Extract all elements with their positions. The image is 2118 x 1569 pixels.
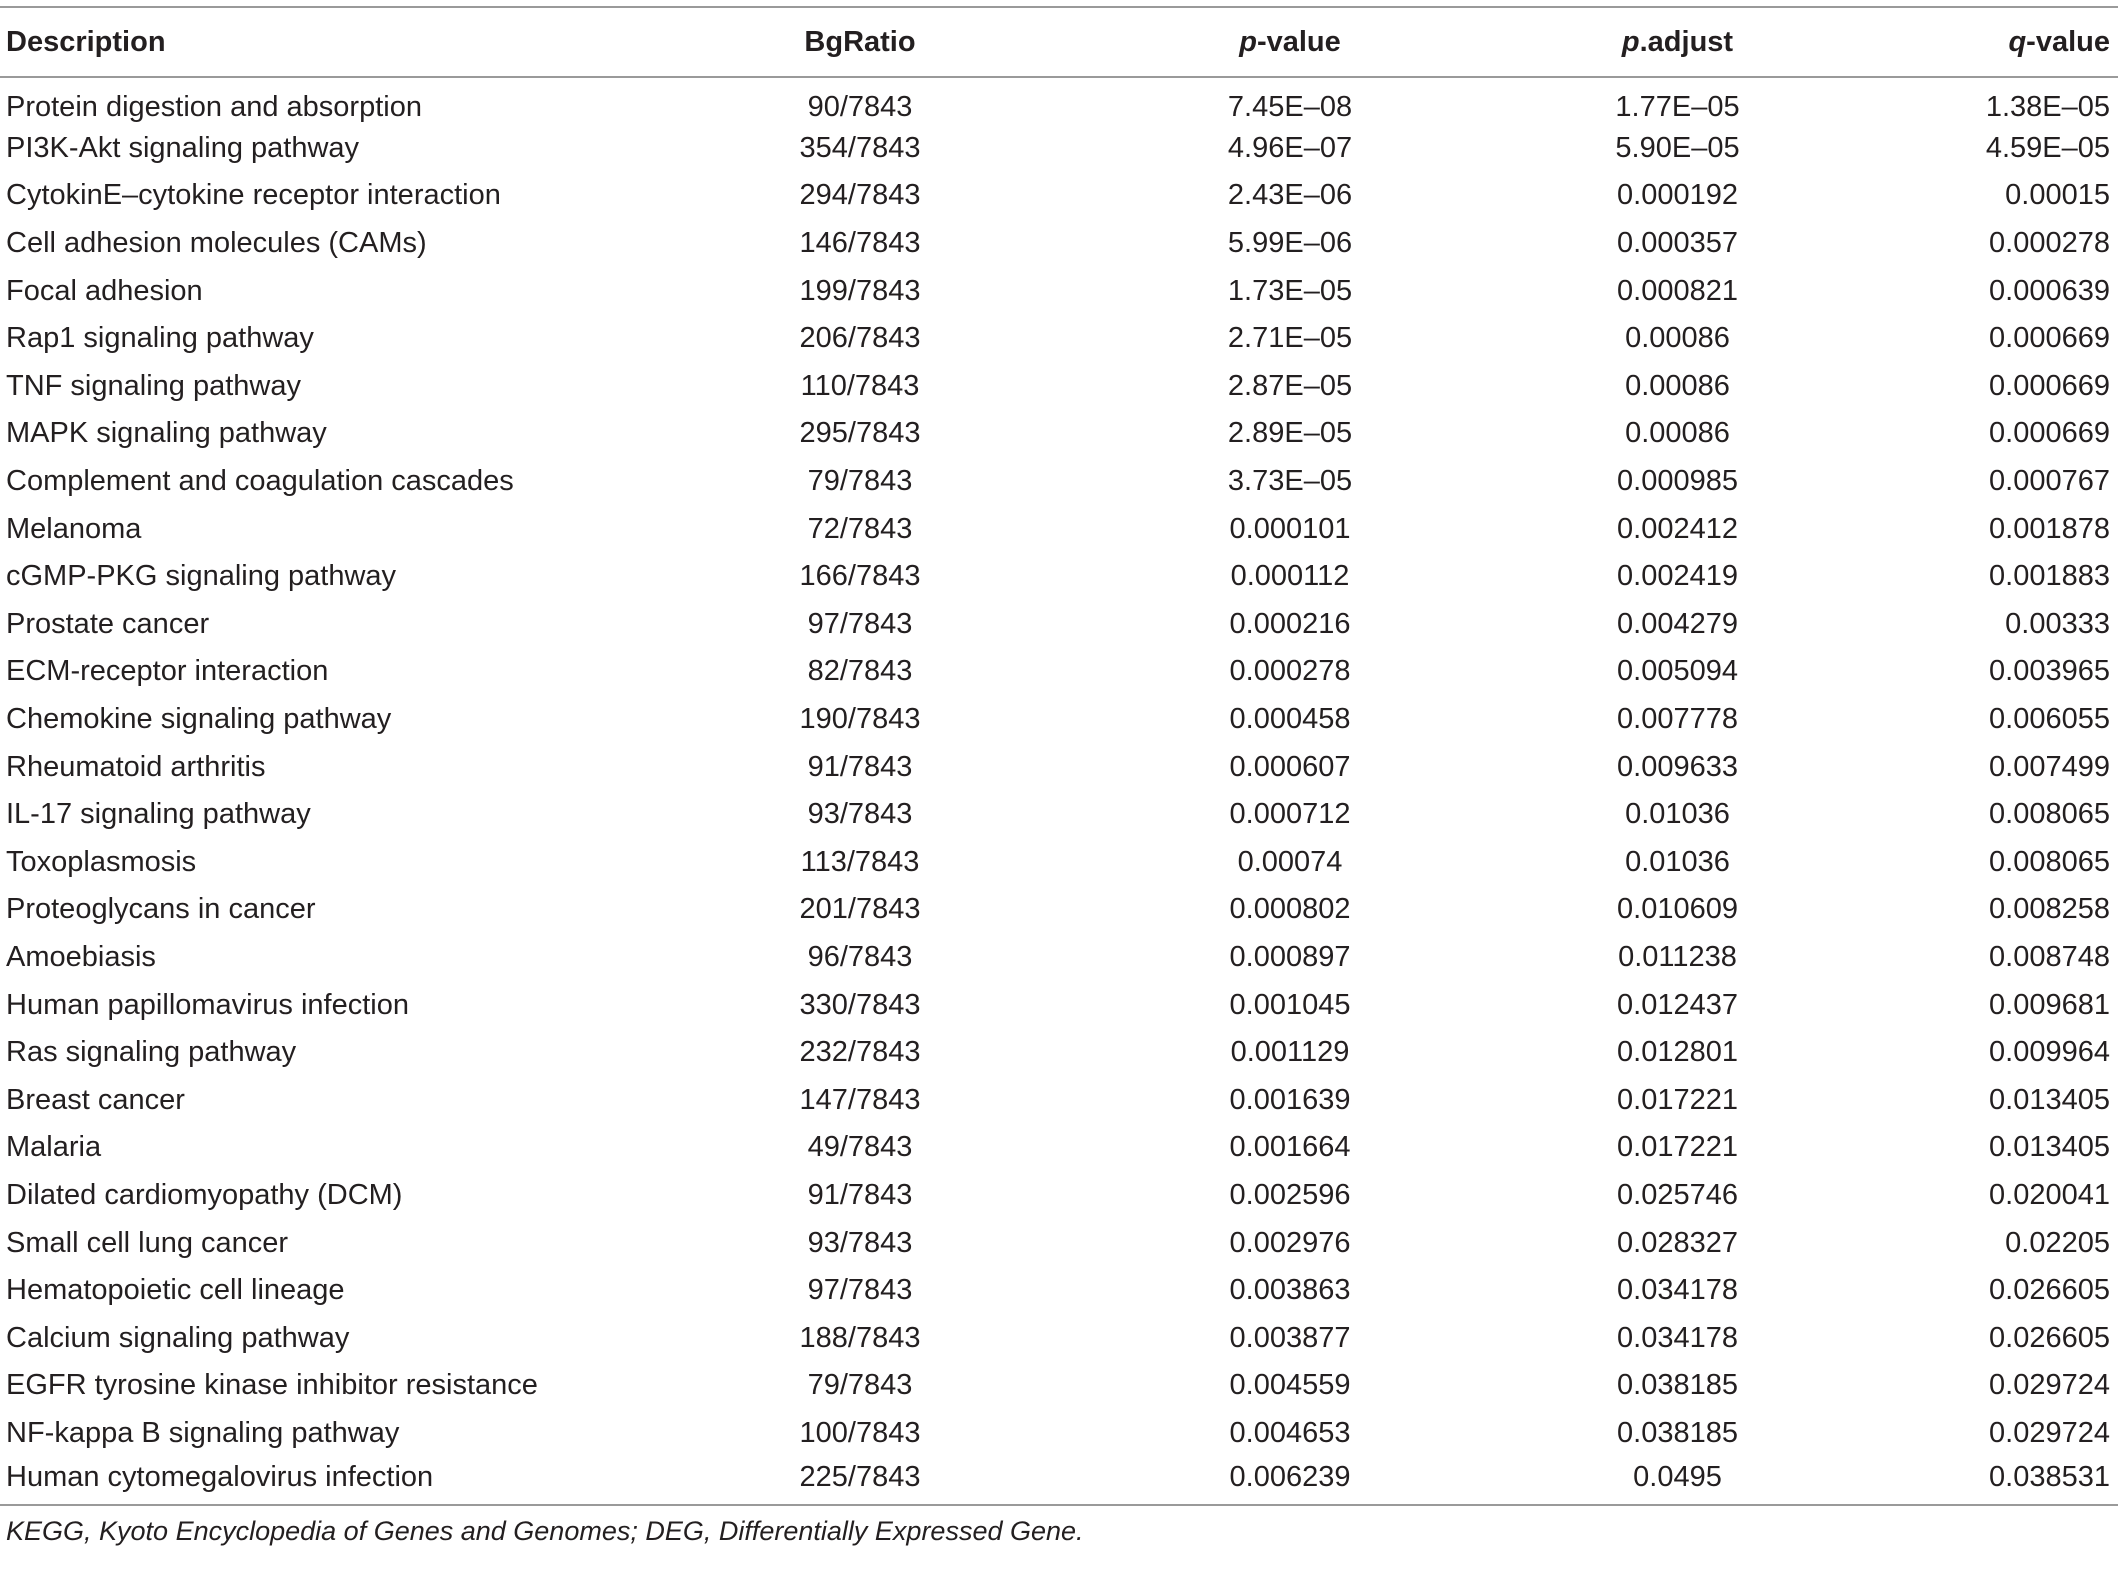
cell-padjust: 0.038185 bbox=[1617, 1416, 1738, 1449]
cell-pvalue: 2.89E–05 bbox=[1227, 417, 1353, 450]
cell-description: Rap1 signaling pathway bbox=[6, 322, 314, 355]
cell-padjust: 0.011238 bbox=[1618, 940, 1737, 973]
cell-pvalue: 0.00074 bbox=[1237, 845, 1343, 878]
cell-bgratio: 166/7843 bbox=[799, 560, 921, 593]
cell-bgratio: 79/7843 bbox=[807, 1369, 913, 1402]
cell-padjust: 0.007778 bbox=[1617, 703, 1738, 736]
cell-padjust: 0.002419 bbox=[1617, 560, 1738, 593]
cell-bgratio: 354/7843 bbox=[799, 131, 921, 164]
header-pvalue-rest: -value bbox=[1256, 25, 1341, 58]
table-row bbox=[0, 981, 2118, 1029]
cell-bgratio: 190/7843 bbox=[799, 703, 921, 736]
cell-bgratio: 91/7843 bbox=[807, 750, 913, 783]
header-padjust bbox=[1420, 7, 1805, 77]
cell-padjust: 0.009633 bbox=[1617, 750, 1738, 783]
cell-qvalue: 0.008258 bbox=[1989, 893, 2110, 926]
cell-description: cGMP-PKG signaling pathway bbox=[6, 560, 397, 593]
cell-pvalue: 4.96E–07 bbox=[1227, 131, 1353, 164]
cell-pvalue: 2.71E–05 bbox=[1227, 322, 1353, 355]
table-row bbox=[0, 505, 2118, 553]
cell-description: IL-17 signaling pathway bbox=[6, 798, 311, 831]
cell-qvalue: 0.013405 bbox=[1989, 1083, 2110, 1116]
cell-pvalue: 0.000607 bbox=[1229, 750, 1351, 783]
header-padjust-rest: .adjust bbox=[1639, 25, 1734, 58]
cell-qvalue: 0.020041 bbox=[1989, 1178, 2110, 1211]
cell-pvalue: 5.99E–06 bbox=[1227, 227, 1353, 260]
cell-padjust: 0.038185 bbox=[1617, 1369, 1738, 1402]
cell-bgratio: 295/7843 bbox=[799, 417, 921, 450]
kegg-enrichment-table bbox=[0, 6, 2118, 1547]
header-qvalue bbox=[1805, 7, 2118, 77]
cell-description: Cell adhesion molecules (CAMs) bbox=[6, 227, 427, 260]
cell-description: Amoebiasis bbox=[6, 940, 156, 973]
cell-bgratio: 113/7843 bbox=[800, 845, 920, 878]
cell-bgratio: 82/7843 bbox=[807, 655, 913, 688]
cell-description: EGFR tyrosine kinase inhibitor resistance bbox=[6, 1369, 538, 1402]
cell-bgratio: 90/7843 bbox=[807, 90, 913, 123]
cell-padjust: 0.005094 bbox=[1617, 655, 1738, 688]
cell-padjust: 0.012437 bbox=[1617, 988, 1738, 1021]
cell-pvalue: 0.002596 bbox=[1229, 1178, 1351, 1211]
cell-padjust: 0.002412 bbox=[1617, 512, 1738, 545]
cell-pvalue: 0.001129 bbox=[1230, 1036, 1350, 1069]
header-qvalue-rest: -value bbox=[2026, 25, 2110, 58]
table-row bbox=[0, 1267, 2118, 1315]
cell-padjust: 0.01036 bbox=[1625, 845, 1730, 878]
cell-description: Malaria bbox=[6, 1131, 102, 1164]
cell-pvalue: 0.002976 bbox=[1229, 1226, 1351, 1259]
cell-description: Human papillomavirus infection bbox=[6, 988, 409, 1021]
cell-padjust: 5.90E–05 bbox=[1615, 131, 1740, 164]
cell-padjust: 0.034178 bbox=[1617, 1274, 1738, 1307]
header-pvalue bbox=[1040, 7, 1420, 77]
table-row bbox=[0, 410, 2118, 458]
cell-padjust: 0.0495 bbox=[1633, 1461, 1722, 1494]
cell-padjust: 0.000985 bbox=[1617, 465, 1738, 498]
cell-qvalue: 0.000669 bbox=[1989, 417, 2110, 450]
cell-qvalue: 0.000669 bbox=[1989, 369, 2110, 402]
cell-description: Toxoplasmosis bbox=[6, 845, 197, 878]
cell-bgratio: 199/7843 bbox=[799, 274, 921, 307]
cell-padjust: 0.00086 bbox=[1625, 417, 1730, 450]
cell-qvalue: 0.026605 bbox=[1989, 1274, 2110, 1307]
cell-description: NF-kappa B signaling pathway bbox=[6, 1416, 400, 1449]
cell-bgratio: 232/7843 bbox=[799, 1036, 921, 1069]
cell-bgratio: 79/7843 bbox=[807, 465, 913, 498]
cell-description: Protein digestion and absorption bbox=[6, 90, 422, 123]
cell-padjust: 0.028327 bbox=[1617, 1226, 1738, 1259]
cell-description: Small cell lung cancer bbox=[6, 1226, 289, 1259]
cell-padjust: 0.00086 bbox=[1625, 369, 1730, 402]
cell-description: Dilated cardiomyopathy (DCM) bbox=[6, 1178, 403, 1211]
table-row bbox=[0, 1457, 2118, 1505]
cell-pvalue: 0.000458 bbox=[1229, 703, 1351, 736]
cell-padjust: 0.000192 bbox=[1617, 179, 1738, 212]
cell-qvalue: 0.000639 bbox=[1989, 274, 2110, 307]
cell-pvalue: 0.001664 bbox=[1229, 1131, 1351, 1164]
cell-pvalue: 0.003877 bbox=[1229, 1321, 1351, 1354]
cell-description: MAPK signaling pathway bbox=[6, 417, 327, 450]
table-row bbox=[0, 1314, 2118, 1362]
cell-pvalue: 0.001639 bbox=[1229, 1083, 1351, 1116]
table-row bbox=[0, 791, 2118, 839]
cell-description: Melanoma bbox=[6, 512, 142, 545]
cell-pvalue: 0.000278 bbox=[1229, 655, 1351, 688]
table-row bbox=[0, 1410, 2118, 1458]
cell-description: Breast cancer bbox=[6, 1083, 185, 1116]
cell-qvalue: 0.001878 bbox=[1989, 512, 2110, 545]
cell-qvalue: 0.029724 bbox=[1989, 1369, 2110, 1402]
table-row bbox=[0, 77, 2118, 125]
cell-bgratio: 72/7843 bbox=[807, 512, 913, 545]
table-row bbox=[0, 1219, 2118, 1267]
cell-pvalue: 0.003863 bbox=[1229, 1274, 1351, 1307]
table-row bbox=[0, 125, 2118, 173]
cell-bgratio: 146/7843 bbox=[799, 227, 921, 260]
cell-pvalue: 0.006239 bbox=[1229, 1461, 1351, 1494]
cell-pvalue: 3.73E–05 bbox=[1227, 465, 1353, 498]
cell-description: Chemokine signaling pathway bbox=[6, 703, 392, 736]
cell-pvalue: 0.000101 bbox=[1229, 512, 1351, 545]
table-row bbox=[0, 458, 2118, 506]
table-row bbox=[0, 1029, 2118, 1077]
cell-qvalue: 4.59E–05 bbox=[1985, 131, 2110, 164]
cell-description: Focal adhesion bbox=[6, 274, 203, 307]
cell-bgratio: 110/7843 bbox=[800, 369, 920, 402]
cell-qvalue: 0.008065 bbox=[1989, 845, 2110, 878]
cell-bgratio: 91/7843 bbox=[807, 1178, 913, 1211]
table-row bbox=[0, 220, 2118, 268]
cell-pvalue: 2.87E–05 bbox=[1227, 369, 1353, 402]
table-row bbox=[0, 172, 2118, 220]
table-row bbox=[0, 553, 2118, 601]
cell-pvalue: 0.000897 bbox=[1229, 940, 1351, 973]
cell-padjust: 0.017221 bbox=[1617, 1131, 1738, 1164]
cell-qvalue: 0.00333 bbox=[2005, 607, 2110, 640]
cell-padjust: 0.034178 bbox=[1617, 1321, 1738, 1354]
cell-bgratio: 96/7843 bbox=[807, 940, 913, 973]
cell-qvalue: 0.007499 bbox=[1989, 750, 2110, 783]
cell-description: PI3K-Akt signaling pathway bbox=[6, 131, 360, 164]
cell-bgratio: 93/7843 bbox=[807, 1226, 913, 1259]
table-row bbox=[0, 696, 2118, 744]
cell-padjust: 0.004279 bbox=[1617, 607, 1738, 640]
cell-qvalue: 0.013405 bbox=[1989, 1131, 2110, 1164]
cell-description: Proteoglycans in cancer bbox=[6, 893, 316, 926]
table-row bbox=[0, 934, 2118, 982]
cell-bgratio: 206/7843 bbox=[799, 322, 921, 355]
table-row bbox=[0, 648, 2118, 696]
cell-pvalue: 2.43E–06 bbox=[1227, 179, 1353, 212]
cell-qvalue: 0.006055 bbox=[1989, 703, 2110, 736]
cell-bgratio: 188/7843 bbox=[799, 1321, 921, 1354]
cell-bgratio: 97/7843 bbox=[807, 607, 913, 640]
cell-bgratio: 147/7843 bbox=[799, 1083, 921, 1116]
header-bgratio: BgRatio bbox=[680, 7, 1040, 77]
table-footnote: KEGG, Kyoto Encyclopedia of Genes and Genomes; DEG, Differentially Expressed Gene. bbox=[0, 1505, 2118, 1547]
cell-bgratio: 97/7843 bbox=[807, 1274, 913, 1307]
cell-qvalue: 0.008065 bbox=[1989, 798, 2110, 831]
table-row bbox=[0, 315, 2118, 363]
cell-pvalue: 0.004653 bbox=[1229, 1416, 1351, 1449]
cell-bgratio: 225/7843 bbox=[799, 1461, 921, 1494]
cell-qvalue: 0.000669 bbox=[1989, 322, 2110, 355]
table-row bbox=[0, 1172, 2118, 1220]
cell-bgratio: 49/7843 bbox=[807, 1131, 913, 1164]
cell-description: Ras signaling pathway bbox=[6, 1036, 297, 1069]
cell-padjust: 0.017221 bbox=[1617, 1083, 1738, 1116]
cell-qvalue: 0.02205 bbox=[2005, 1226, 2110, 1259]
cell-qvalue: 0.009681 bbox=[1989, 988, 2110, 1021]
cell-pvalue: 0.004559 bbox=[1229, 1369, 1351, 1402]
cell-padjust: 0.000821 bbox=[1617, 274, 1738, 307]
table-row bbox=[0, 839, 2118, 887]
cell-qvalue: 1.38E–05 bbox=[1985, 90, 2110, 123]
cell-description: Prostate cancer bbox=[6, 607, 210, 640]
cell-description: CytokinE–cytokine receptor interaction bbox=[6, 179, 501, 212]
cell-bgratio: 201/7843 bbox=[799, 893, 921, 926]
cell-qvalue: 0.000767 bbox=[1989, 465, 2110, 498]
cell-padjust: 0.01036 bbox=[1625, 798, 1730, 831]
table-row bbox=[0, 743, 2118, 791]
table-row bbox=[0, 1362, 2118, 1410]
table-row bbox=[0, 1124, 2118, 1172]
table-row bbox=[0, 363, 2118, 411]
cell-padjust: 0.012801 bbox=[1617, 1036, 1738, 1069]
cell-description: Rheumatoid arthritis bbox=[6, 750, 266, 783]
cell-description: Calcium signaling pathway bbox=[6, 1321, 350, 1354]
cell-description: Hematopoietic cell lineage bbox=[6, 1274, 345, 1307]
cell-qvalue: 0.029724 bbox=[1989, 1416, 2110, 1449]
cell-description: Complement and coagulation cascades bbox=[6, 465, 514, 498]
table-row bbox=[0, 267, 2118, 315]
header-padjust-italic: p bbox=[1621, 25, 1640, 58]
cell-qvalue: 0.001883 bbox=[1989, 560, 2110, 593]
cell-description: TNF signaling pathway bbox=[6, 369, 301, 402]
header-row bbox=[0, 7, 2118, 77]
cell-pvalue: 0.000112 bbox=[1230, 560, 1350, 593]
table-row bbox=[0, 1076, 2118, 1124]
header-qvalue-italic: q bbox=[2008, 25, 2027, 58]
cell-qvalue: 0.008748 bbox=[1989, 940, 2110, 973]
cell-bgratio: 93/7843 bbox=[807, 798, 913, 831]
cell-pvalue: 0.001045 bbox=[1229, 988, 1351, 1021]
cell-description: ECM-receptor interaction bbox=[6, 655, 329, 688]
table-row bbox=[0, 601, 2118, 649]
footnote-row bbox=[0, 1505, 2118, 1547]
cell-qvalue: 0.009964 bbox=[1989, 1036, 2110, 1069]
cell-padjust: 0.010609 bbox=[1617, 893, 1738, 926]
cell-padjust: 0.00086 bbox=[1625, 322, 1730, 355]
cell-bgratio: 100/7843 bbox=[799, 1416, 921, 1449]
cell-pvalue: 0.000216 bbox=[1229, 607, 1351, 640]
cell-padjust: 1.77E–05 bbox=[1615, 90, 1740, 123]
cell-qvalue: 0.026605 bbox=[1989, 1321, 2110, 1354]
cell-bgratio: 294/7843 bbox=[799, 179, 921, 212]
cell-qvalue: 0.038531 bbox=[1989, 1461, 2110, 1494]
cell-padjust: 0.025746 bbox=[1617, 1178, 1738, 1211]
header-pvalue-italic: p bbox=[1239, 25, 1257, 58]
cell-qvalue: 0.00015 bbox=[2005, 179, 2110, 212]
cell-pvalue: 7.45E–08 bbox=[1227, 90, 1353, 123]
cell-pvalue: 0.000802 bbox=[1229, 893, 1351, 926]
header-description: Description bbox=[0, 7, 680, 77]
cell-qvalue: 0.000278 bbox=[1989, 227, 2110, 260]
cell-qvalue: 0.003965 bbox=[1989, 655, 2110, 688]
cell-bgratio: 330/7843 bbox=[799, 988, 921, 1021]
cell-pvalue: 1.73E–05 bbox=[1227, 274, 1353, 307]
cell-pvalue: 0.000712 bbox=[1229, 798, 1351, 831]
table-row bbox=[0, 886, 2118, 934]
table-body bbox=[0, 77, 2118, 1505]
cell-description: Human cytomegalovirus infection bbox=[6, 1461, 434, 1494]
cell-padjust: 0.000357 bbox=[1617, 227, 1738, 260]
